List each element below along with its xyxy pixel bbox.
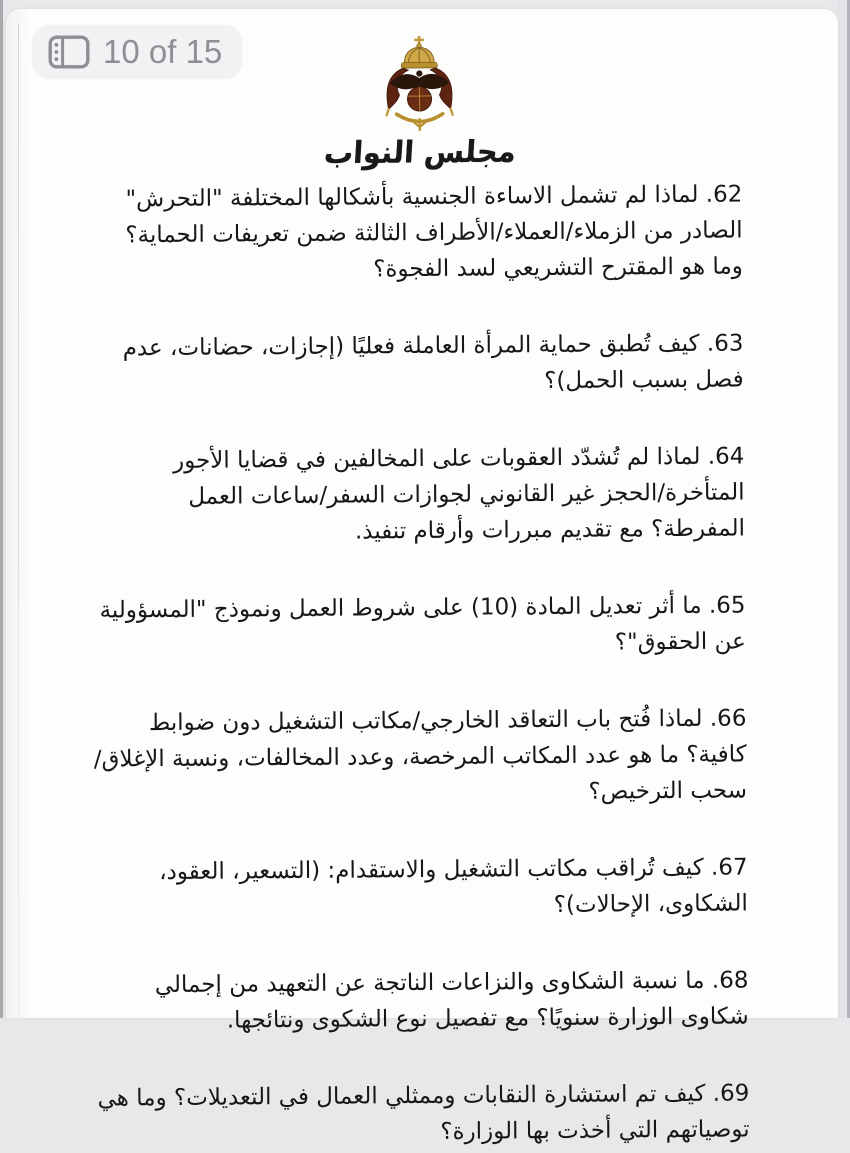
question-item: 67. كيف تُراقب مكاتب التشغيل والاستقدام: (التسعير، العقود، الشكاوى، الإحالات)؟: [159, 854, 748, 918]
pages-icon: [48, 35, 90, 69]
question-item: 62. لماذا لم تشمل الاساءة الجنسية بأشكالها المختلفة "التحرش" الصادر من الزملاء/العملاء/الأطراف الثالثة ضمن تعريفات الحماية؟ وما هو المقترح التشريعي لسد الفجوة؟: [125, 181, 743, 283]
jordan-coat-of-arms-icon: [359, 35, 480, 134]
question-item: 68. ما نسبة الشكاوى والنزاعات الناتجة عن التعهيد من إجمالي شكاوى الوزارة سنويًا؟ مع تفصيل نوع الشكوى ونتائجها.: [154, 967, 749, 1034]
scanned-content: [3, 6, 843, 1145]
question-item: 64. لماذا لم تُشدّد العقوبات على المخالفين في قضايا الأجور المتأخرة/الحجز غير القانوني لجوازات السفر/ساعات العمل المفرطة؟ مع تقديم مبررات وأرقام تنفيذ.: [172, 443, 746, 545]
questions: [4, 176, 844, 1153]
emblem-calligraphy-title: مجلس النواب: [323, 133, 517, 171]
question-item: 63. كيف تُطبق حماية المرأة العاملة فعليًا (إجازات، حضانات، عدم فصل بسبب الحمل)؟: [122, 330, 744, 395]
page-count-badge[interactable]: [32, 25, 242, 79]
page-count-label: 10 of 15: [103, 33, 223, 70]
question-item: 66. لماذا فُتح باب التعاقد الخارجي/مكاتب التشغيل دون ضوابط كافية؟ ما هو عدد المكاتب المرخصة، وعدد المخالفات، ونسبة الإغلاق/سحب الترخيص؟: [93, 705, 748, 805]
viewer-left-edge: [0, 0, 3, 1018]
document-page: [6, 9, 838, 1145]
question-item: 69. كيف تم استشارة النقابات وممثلي العمال في التعديلات؟ وما هي توصياتهم التي أخذت بها الوزارة؟: [97, 1080, 750, 1145]
question-item: 65. ما أثر تعديل المادة (10) على شروط العمل ونموذج "المسؤولية عن الحقوق"؟: [99, 592, 746, 656]
